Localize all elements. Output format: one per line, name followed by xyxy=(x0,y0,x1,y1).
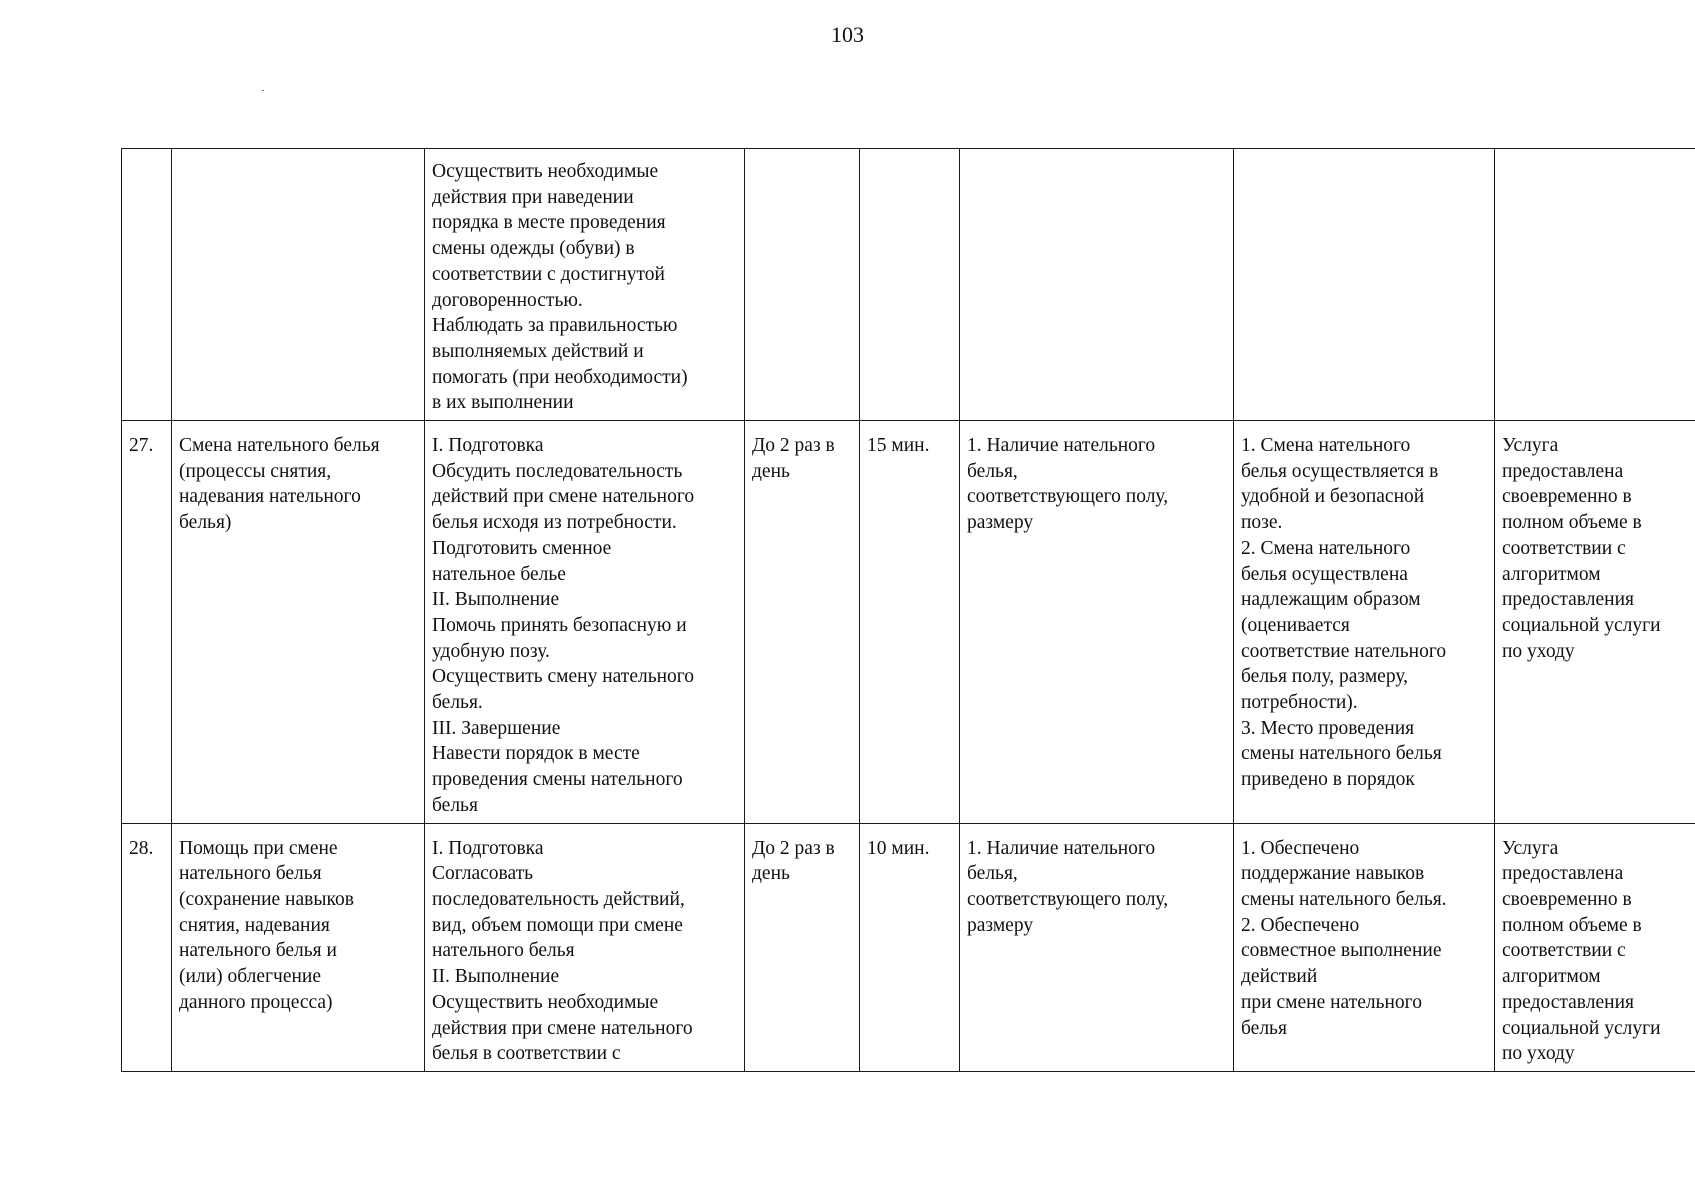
frequency-cell xyxy=(745,149,860,421)
cell-text: 28. xyxy=(129,837,154,859)
cell-text-line: действия при смене нательного xyxy=(432,1017,693,1039)
scan-speck xyxy=(262,90,264,91)
cell-text-line: поддержание навыков xyxy=(1241,863,1425,885)
cell-text-line: полном объеме в xyxy=(1502,914,1642,936)
cell-text-line: белья полу, размеру, xyxy=(1241,666,1408,688)
cell-text-line: 10 мин. xyxy=(867,837,930,859)
cell-text-line: смены нательного белья xyxy=(1241,743,1442,765)
cell-text-line: белья в соответствии с xyxy=(432,1043,621,1065)
cell-text-line: алгоритмом xyxy=(1502,563,1601,585)
cell-text-line: Услуга xyxy=(1502,837,1559,859)
cell-text-line: 15 мин. xyxy=(867,435,930,457)
indicators-cell xyxy=(960,421,1234,824)
cell-text-line: белья, xyxy=(967,863,1018,885)
cell-text-line: соответствии с xyxy=(1502,940,1626,962)
cell-text-line: действия при наведении xyxy=(432,186,634,208)
cell-text-line: данного процесса) xyxy=(179,991,333,1013)
cell-text-line: (сохранение навыков xyxy=(179,888,354,910)
cell-text-line: надлежащим образом xyxy=(1241,589,1421,611)
table-row xyxy=(122,823,1695,1071)
cell-text-line: Осуществить необходимые xyxy=(432,991,659,1013)
cell-text-line: II. Выполнение xyxy=(432,589,560,611)
cell-text-line: удобной и безопасной xyxy=(1241,486,1425,508)
cell-text-line: Помочь принять безопасную и xyxy=(432,614,687,636)
cell-text-line: соответствие нательного xyxy=(1241,640,1447,662)
cell-text-line: 1. Смена нательного xyxy=(1241,435,1411,457)
duration-cell xyxy=(860,823,960,1071)
cell-text-line: совместное выполнение xyxy=(1241,940,1442,962)
cell-text-line: белья, xyxy=(967,460,1018,482)
cell-text-line: Осуществить смену нательного xyxy=(432,666,695,688)
cell-text-line: последовательность действий, xyxy=(432,888,685,910)
cell-text-line: предоставлена xyxy=(1502,863,1624,885)
cell-text-line: белья исходя из потребности. xyxy=(432,512,677,534)
actions-cell xyxy=(425,149,745,421)
cell-text-line: порядка в месте проведения xyxy=(432,212,666,234)
cell-text-line: по уходу xyxy=(1502,640,1575,662)
cell-text-line: при смене нательного xyxy=(1241,991,1422,1013)
duration-cell xyxy=(860,149,960,421)
cell-text-line: размеру xyxy=(967,512,1034,534)
cell-text-line: Помощь при смене xyxy=(179,837,338,859)
cell-text-line: надевания нательного xyxy=(179,486,361,508)
cell-text-line: приведено в порядок xyxy=(1241,769,1415,791)
actions-cell xyxy=(425,421,745,824)
cell-text-line: белья) xyxy=(179,512,232,534)
cell-text-line: 1. Наличие нательного xyxy=(967,837,1156,859)
cell-text-line: в их выполнении xyxy=(432,392,574,414)
cell-text-line: предоставления xyxy=(1502,991,1634,1013)
cell-text-line: Наблюдать за правильностью xyxy=(432,315,678,337)
cell-text-line: (процессы снятия, xyxy=(179,460,332,482)
cell-text-line: день xyxy=(752,863,790,885)
service-name-cell xyxy=(172,421,425,824)
table-row xyxy=(122,149,1695,421)
cell-text-line: белья осуществлена xyxy=(1241,563,1408,585)
cell-text-line: белья xyxy=(432,794,478,816)
cell-text-line: белья осуществляется в xyxy=(1241,460,1439,482)
row-number-cell xyxy=(122,421,172,824)
cell-text-line: Смена нательного белья xyxy=(179,435,380,457)
cell-text-line: До 2 раз в xyxy=(752,435,835,457)
cell-text-line: До 2 раз в xyxy=(752,837,835,859)
cell-text-line: Навести порядок в месте xyxy=(432,743,640,765)
cell-text-line: (или) облегчение xyxy=(179,966,322,988)
cell-text-line: 2. Обеспечено xyxy=(1241,914,1360,936)
cell-text-line: смены одежды (обуви) в xyxy=(432,238,635,260)
cell-text-line: нательного белья xyxy=(179,863,322,885)
cell-text-line: алгоритмом xyxy=(1502,966,1601,988)
cell-text-line: Услуга xyxy=(1502,435,1559,457)
cell-text-line: действий при смене нательного xyxy=(432,486,695,508)
cell-text-line: нательное белье xyxy=(432,563,566,585)
cell-text-line: социальной услуги xyxy=(1502,1017,1661,1039)
cell-text-line: соответствии с достигнутой xyxy=(432,263,665,285)
cell-text-line: смены нательного белья. xyxy=(1241,888,1447,910)
actions-cell xyxy=(425,823,745,1071)
cell-text-line: по уходу xyxy=(1502,1043,1575,1065)
indicators-cell xyxy=(960,823,1234,1071)
cell-text-line: Подготовить сменное xyxy=(432,537,612,559)
cell-text-line: потребности). xyxy=(1241,692,1358,714)
cell-text-line: нательного белья и xyxy=(179,940,337,962)
cell-text-line: белья. xyxy=(432,692,483,714)
cell-text-line: выполняемых действий и xyxy=(432,340,644,362)
cell-text-line: размеру xyxy=(967,914,1034,936)
cell-text-line: помогать (при необходимости) xyxy=(432,366,688,388)
indicators-cell xyxy=(960,149,1234,421)
cell-text-line: своевременно в xyxy=(1502,486,1632,508)
evaluation-cell xyxy=(1495,421,1695,824)
evaluation-cell xyxy=(1495,823,1695,1071)
row-number-cell xyxy=(122,823,172,1071)
page-number: 103 xyxy=(831,22,864,47)
services-table xyxy=(121,148,1695,1072)
cell-text-line: позе. xyxy=(1241,512,1283,534)
cell-text-line: Осуществить необходимые xyxy=(432,161,659,182)
cell-text: 27. xyxy=(129,435,154,457)
results-cell xyxy=(1234,421,1495,824)
cell-text-line: I. Подготовка xyxy=(432,837,544,859)
cell-text-line: соответствующего полу, xyxy=(967,888,1169,910)
evaluation-cell xyxy=(1495,149,1695,421)
cell-text-line: I. Подготовка xyxy=(432,435,544,457)
cell-text-line: нательного белья xyxy=(432,940,575,962)
cell-text-line: Обсудить последовательность xyxy=(432,460,683,482)
cell-text-line: 2. Смена нательного xyxy=(1241,537,1411,559)
cell-text-line: день xyxy=(752,460,790,482)
cell-text-line: соответствующего полу, xyxy=(967,486,1169,508)
results-cell xyxy=(1234,149,1495,421)
cell-text-line: своевременно в xyxy=(1502,888,1632,910)
cell-text-line: договоренностью. xyxy=(432,289,583,311)
cell-text-line: белья xyxy=(1241,1017,1287,1039)
cell-text-line: действий xyxy=(1241,966,1318,988)
cell-text-line: социальной услуги xyxy=(1502,614,1661,636)
cell-text-line: 1. Наличие нательного xyxy=(967,435,1156,457)
cell-text-line: вид, объем помощи при смене xyxy=(432,914,683,936)
cell-text-line: проведения смены нательного xyxy=(432,769,683,791)
results-cell xyxy=(1234,823,1495,1071)
service-name-cell xyxy=(172,149,425,421)
table-body xyxy=(122,149,1695,1072)
cell-text-line: полном объеме в xyxy=(1502,512,1642,534)
row-number-cell xyxy=(122,149,172,421)
cell-text-line: (оценивается xyxy=(1241,614,1350,636)
cell-text-line: 3. Место проведения xyxy=(1241,717,1415,739)
cell-text-line: III. Завершение xyxy=(432,717,561,739)
cell-text-line: соответствии с xyxy=(1502,537,1626,559)
table-row xyxy=(122,421,1695,824)
service-name-cell xyxy=(172,823,425,1071)
cell-text-line: II. Выполнение xyxy=(432,966,560,988)
cell-text-line: Согласовать xyxy=(432,863,534,885)
cell-text-line: 1. Обеспечено xyxy=(1241,837,1360,859)
duration-cell xyxy=(860,421,960,824)
frequency-cell xyxy=(745,823,860,1071)
cell-text-line: удобную позу. xyxy=(432,640,550,662)
cell-text-line: снятия, надевания xyxy=(179,914,330,936)
cell-text-line: предоставления xyxy=(1502,589,1634,611)
frequency-cell xyxy=(745,421,860,824)
cell-text-line: предоставлена xyxy=(1502,460,1624,482)
